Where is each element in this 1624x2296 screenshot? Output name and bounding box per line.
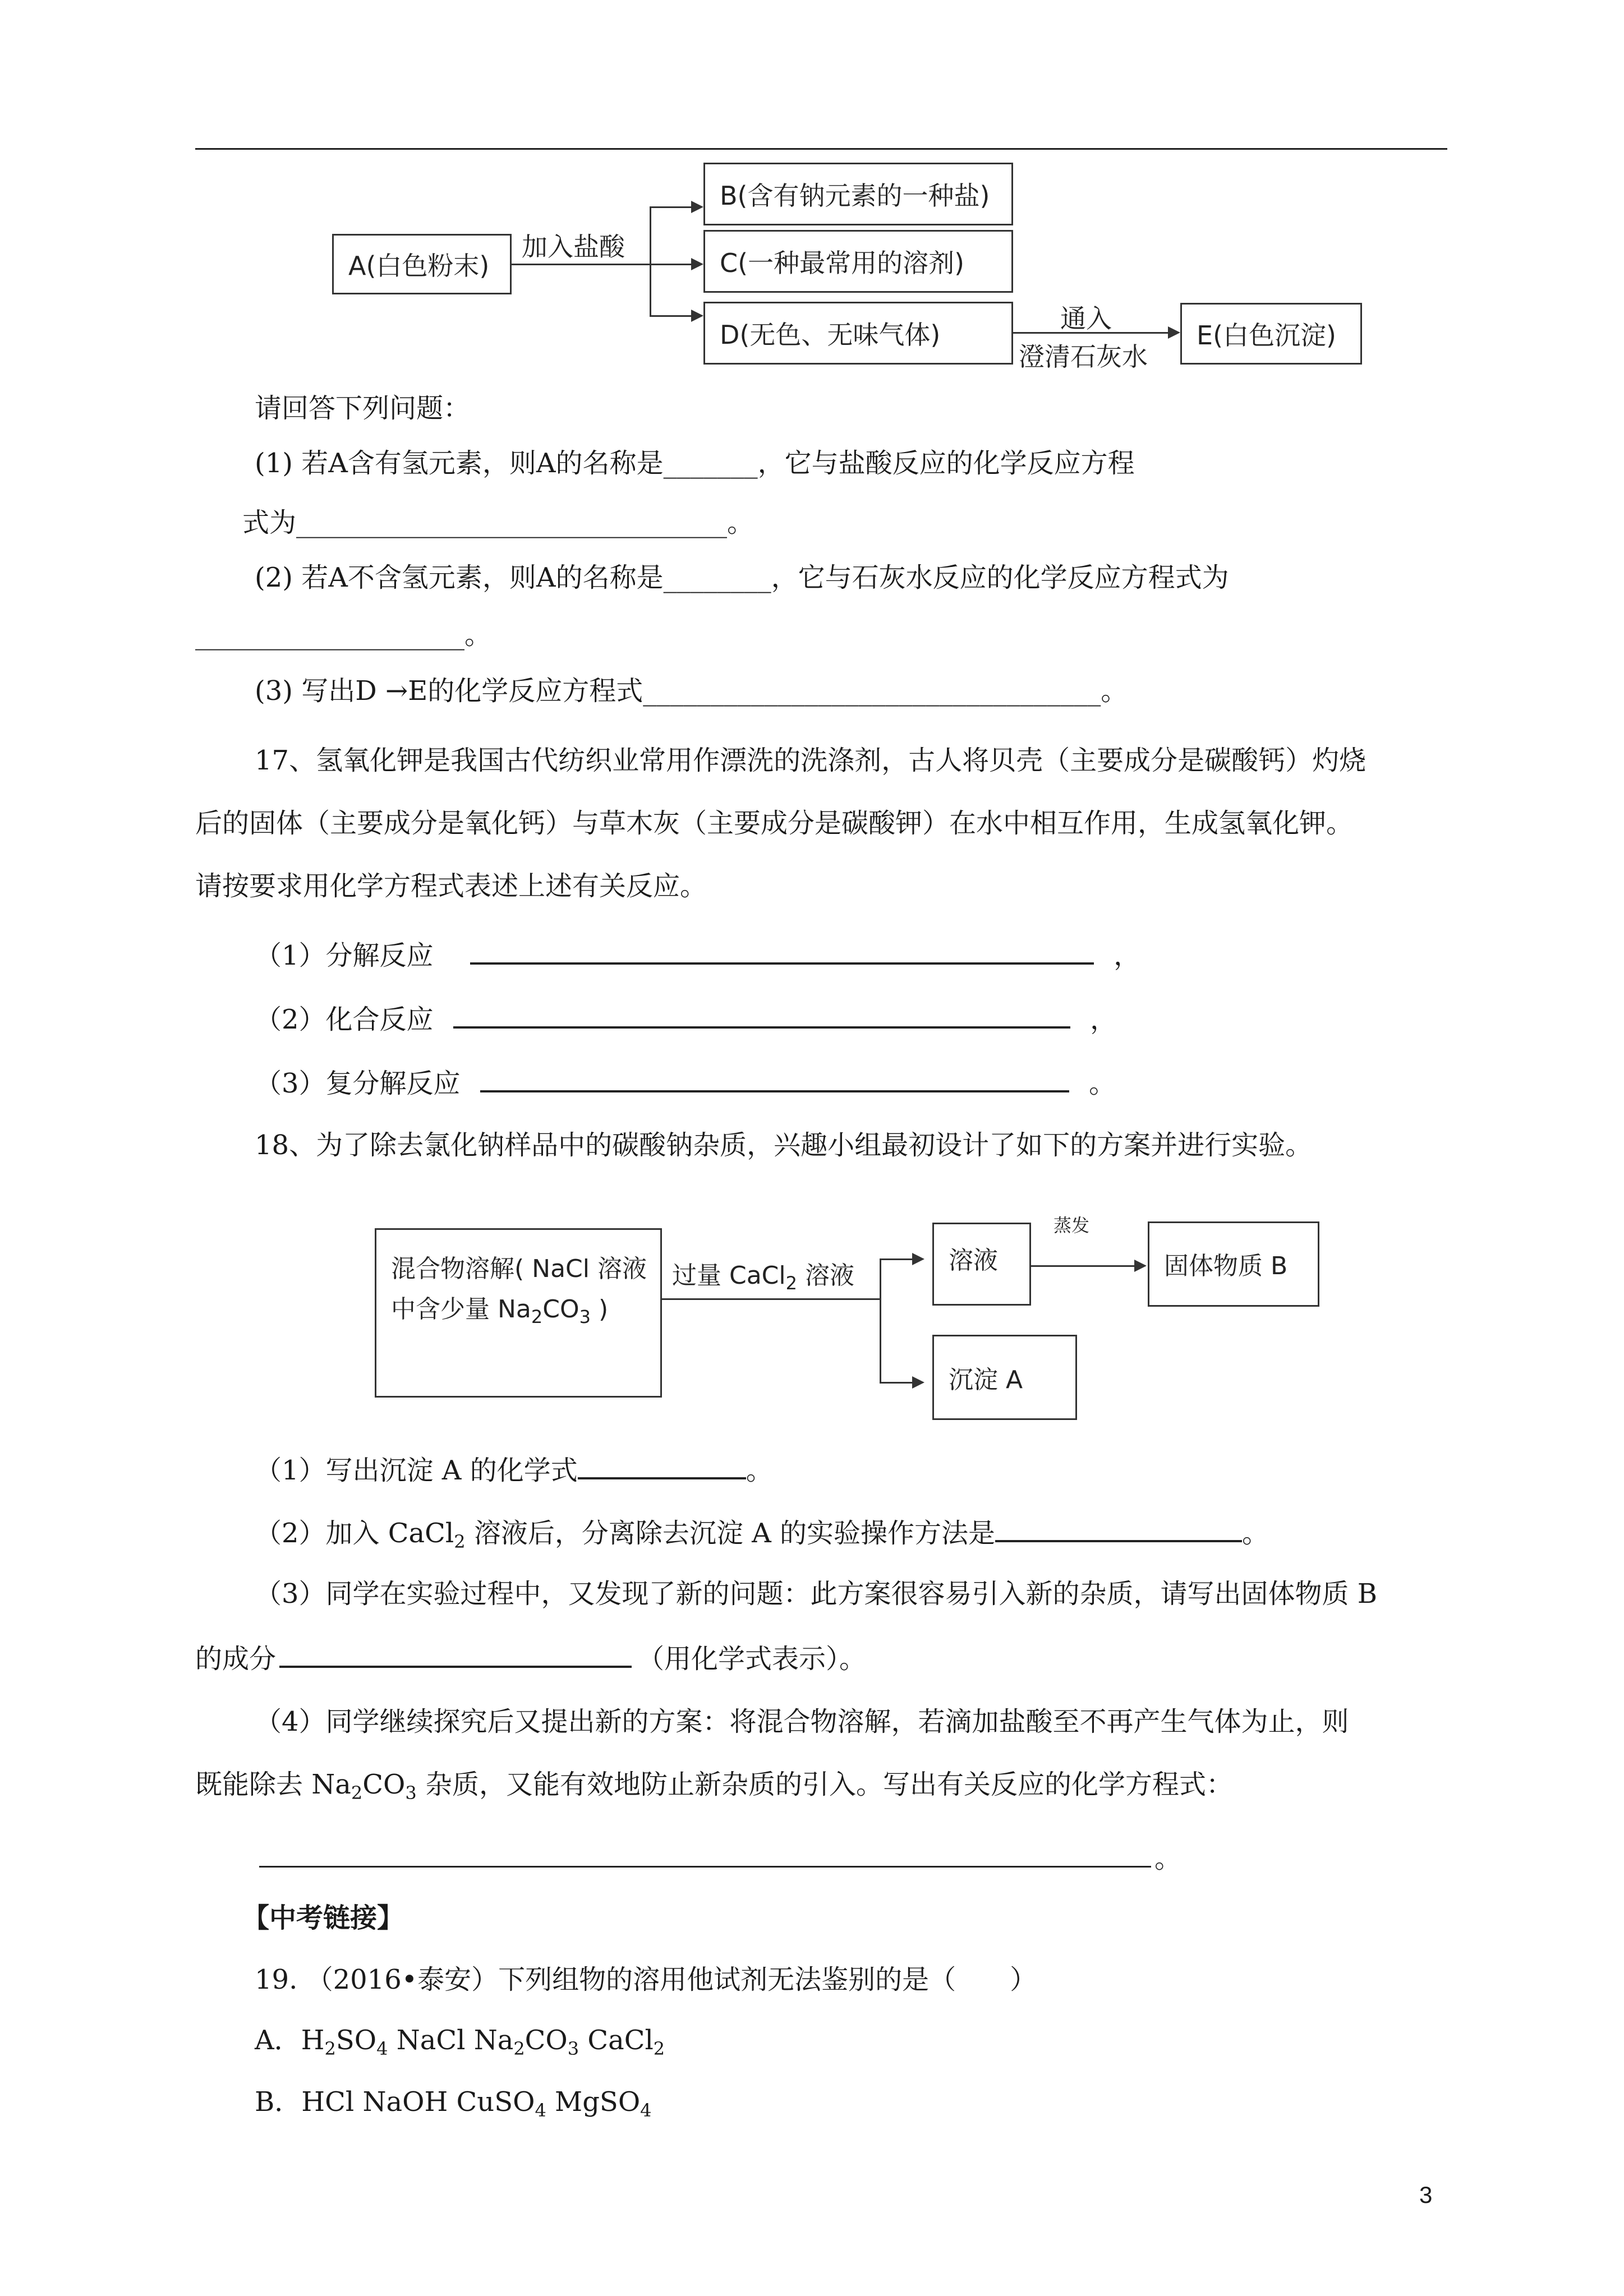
section-heading: 【中考链接】: [242, 1902, 404, 1934]
arrow-label-pass-into: 通入: [1060, 303, 1112, 334]
box-a: A(白色粉末): [332, 234, 512, 294]
arrow-label-limewater: 澄清石灰水: [1019, 342, 1148, 372]
q16-part2-line1: (2) 若A不含氢元素，则A的名称是________，它与石灰水反应的化学反应方程式为: [255, 562, 1229, 593]
q18-sub4-line2: 既能除去 $Na_2CO_3$ 杂质，又能有效地防止新杂质的引入。写出有关反应的化学方程式：: [195, 1769, 1233, 1804]
answer-blank[interactable]: [995, 1514, 1242, 1542]
answer-blank[interactable]: [259, 1843, 1151, 1868]
box-precipitate-a: 沉淀 A: [932, 1335, 1077, 1420]
q17-item2: （2）化合反应 ，: [255, 1001, 1117, 1036]
q16-part1-line1: (1) 若A含有氢元素，则A的名称是_______，它与盐酸反应的化学反应方程: [255, 448, 1135, 479]
box-d: D(无色、无味气体): [703, 302, 1013, 365]
q18-sub1: （1）写出沉淀 A 的化学式 。: [255, 1451, 773, 1487]
q18-sub3-line1: （3）同学在实验过程中，又发现了新的问题：此方案很容易引入新的杂质，请写出固体物质 B: [255, 1578, 1378, 1610]
q17-line3: 请按要求用化学方程式表述上述有关反应。: [195, 870, 707, 902]
q18-sub4-answer: 。: [259, 1842, 1181, 1875]
q18-sub4-line1: （4）同学继续探究后又提出新的方案：将混合物溶解，若滴加盐酸至不再产生气体为止，则: [255, 1706, 1349, 1737]
q17-line2: 后的固体（主要成分是氧化钙）与草木灰（主要成分是碳酸钾）在水中相互作用，生成氢氧化钾。: [195, 808, 1354, 839]
q17-line1: 17、氢氧化钾是我国古代纺织业常用作漂洗的洗涤剂，古人将贝壳（主要成分是碳酸钙）灼烧: [255, 745, 1367, 776]
q17-item3: （3）复分解反应 。: [255, 1064, 1116, 1100]
q19-stem: 19. （2016•泰安）下列组物的溶用他试剂无法鉴别的是（ ）: [255, 1964, 1037, 1995]
answer-blank[interactable]: [453, 1001, 1070, 1029]
box-b: B(含有钠元素的一种盐): [703, 163, 1013, 225]
reagent-label: 过量 CaCl$_2$ 溶液: [672, 1261, 854, 1294]
q16-prompt: 请回答下列问题：: [255, 393, 471, 424]
box-solution: 溶液: [932, 1223, 1031, 1306]
q17-item1: （1）分解反应 ，: [255, 937, 1140, 972]
arrow-label-add-acid: 加入盐酸: [522, 232, 625, 262]
box-mixture: 混合物溶解( NaCl 溶液 中含少量 $Na_2CO_3$ ): [375, 1228, 662, 1398]
answer-blank[interactable]: [578, 1451, 746, 1479]
q19-option-a: A．$H_2SO_4$ NaCl $Na_2CO_3$ CaCl$_2$: [255, 2025, 665, 2059]
answer-blank[interactable]: [480, 1064, 1069, 1092]
box-e: E(白色沉淀): [1180, 303, 1362, 365]
q18-sub3-line2: 的成分 （用化学式表示）。: [195, 1640, 866, 1676]
q16-part1-line2: 式为________________________________。: [242, 507, 755, 538]
q19-option-b: B．HCl NaOH CuSO$_4$ MgSO$_4$: [255, 2086, 652, 2121]
answer-blank[interactable]: [470, 937, 1094, 965]
page-number: 3: [1419, 2182, 1433, 2208]
q18-intro: 18、为了除去氯化钠样品中的碳酸钠杂质，兴趣小组最初设计了如下的方案并进行实验。: [255, 1129, 1313, 1161]
q18-sub2: （2）加入 CaCl$_2$ 溶液后，分离除去沉淀 A 的实验操作方法是 。: [255, 1514, 1269, 1550]
header-rule: [195, 148, 1447, 150]
q16-part3: (3) 写出D →E的化学反应方程式__________________________________。: [255, 675, 1128, 707]
evaporate-label: 蒸发: [1053, 1215, 1090, 1236]
answer-blank[interactable]: [279, 1640, 632, 1668]
box-solid-b: 固体物质 B: [1148, 1221, 1319, 1307]
box-c: C(一种最常用的溶剂): [703, 230, 1013, 293]
q16-part2-line2: ____________________。: [195, 619, 492, 651]
